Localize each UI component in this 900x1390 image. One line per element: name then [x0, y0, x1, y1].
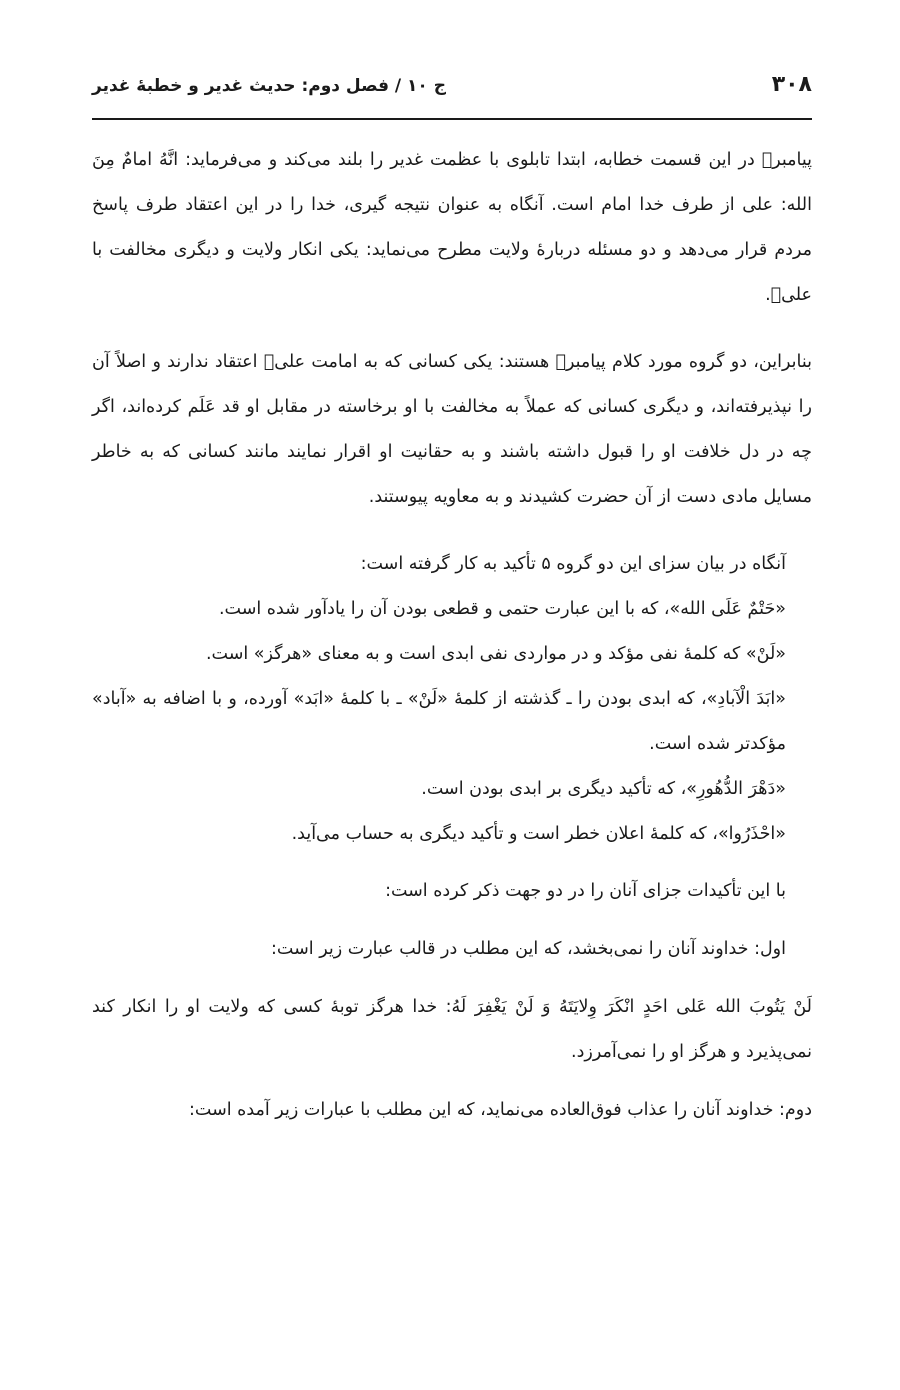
- emphasis-item-4: «دَهْرَ الدُّهُورِ»، که تأکید دیگری بر ابدی بودن است.: [421, 779, 786, 799]
- paragraph-4: اول: خداوند آنان را نمی‌بخشد، که این مطلب در قالب عبارت زیر است:: [271, 939, 786, 959]
- list-intro: آنگاه در بیان سزای این دو گروه ۵ تأکید به کار گرفته است:: [360, 554, 786, 574]
- emphasis-item-1: «حَتْمٌ عَلَی الله»، که با این عبارت حتمی و قطعی بودن آن را یادآور شده است.: [218, 599, 786, 619]
- paragraph-1: پیامبرﷺ در این قسمت خطابه، ابتدا تابلوی با عظمت غدیر را بلند می‌کند و می‌فرماید: انَّهُ امامٌ مِنَ الله: علی از طرف خدا امام است. آنگاه به عنوان نتیجه گیری، خدا را در این اعتقاد طرف پاسخ مردم قرار می‌دهد و دو مسئله دربارهٔ ولایت مطرح می‌نماید: یکی انکار ولایت و دیگری مخالفت با علیؑ.: [92, 150, 812, 305]
- paragraph-2: بنابراین، دو گروه مورد کلام پیامبرﷺ هستند: یکی کسانی که به امامت علیؑ اعتقاد ندارند و اصلاً آن را نپذیرفته‌اند، و دیگری کسانی که عملاً به مخالفت با او برخاسته در مقابل او قد عَلَم کرده‌اند، اگر چه در دل خلافت او را قبول داشته باشند و به حقانیت او اقرار نمایند مانند کسانی که به خاطر مسایل مادی دست از آن حضرت کشیدند و به معاویه پیوستند.: [92, 352, 812, 507]
- paragraph-5: لَنْ یَتُوبَ الله عَلی احَدٍ انْکَرَ وِلایَتَهُ وَ لَنْ یَغْفِرَ لَهُ: خدا هرگز توبهٔ کسی که ولایت او را انکار کند نمی‌پذیرد و هرگز او را نمی‌آمرزد.: [92, 997, 812, 1062]
- paragraph-6: دوم: خداوند آنان را عذاب فوق‌العاده می‌نماید، که این مطلب با عبارات زیر آمده است:: [188, 1100, 812, 1120]
- emphasis-item-2: «لَنْ» که کلمهٔ نفی مؤکد و در مواردی نفی ابدی است و به معنای «هرگز» است.: [205, 644, 786, 664]
- running-title: ج ۱۰ / فصل دوم: حدیث غدیر و خطبهٔ غدیر: [92, 76, 446, 96]
- emphasis-item-3: «ابَدَ الْآبادِ»، که ابدی بودن را ـ گذشته از کلمهٔ «لَنْ» ـ با کلمهٔ «ابَد» آورده، و با اضافه به «آباد» مؤکدتر شده است.: [92, 689, 786, 754]
- page-number: ۳۰۸: [771, 72, 812, 97]
- spacer: [92, 857, 812, 869]
- page-header: [92, 70, 812, 120]
- body-text: [92, 138, 812, 1146]
- emphasis-item-5: «احْذَرُوا»، که کلمهٔ اعلان خطر است و تأکید دیگری به حساب می‌آید.: [291, 824, 786, 844]
- paragraph-3: با این تأکیدات جزای آنان را در دو جهت ذکر کرده است:: [385, 881, 786, 901]
